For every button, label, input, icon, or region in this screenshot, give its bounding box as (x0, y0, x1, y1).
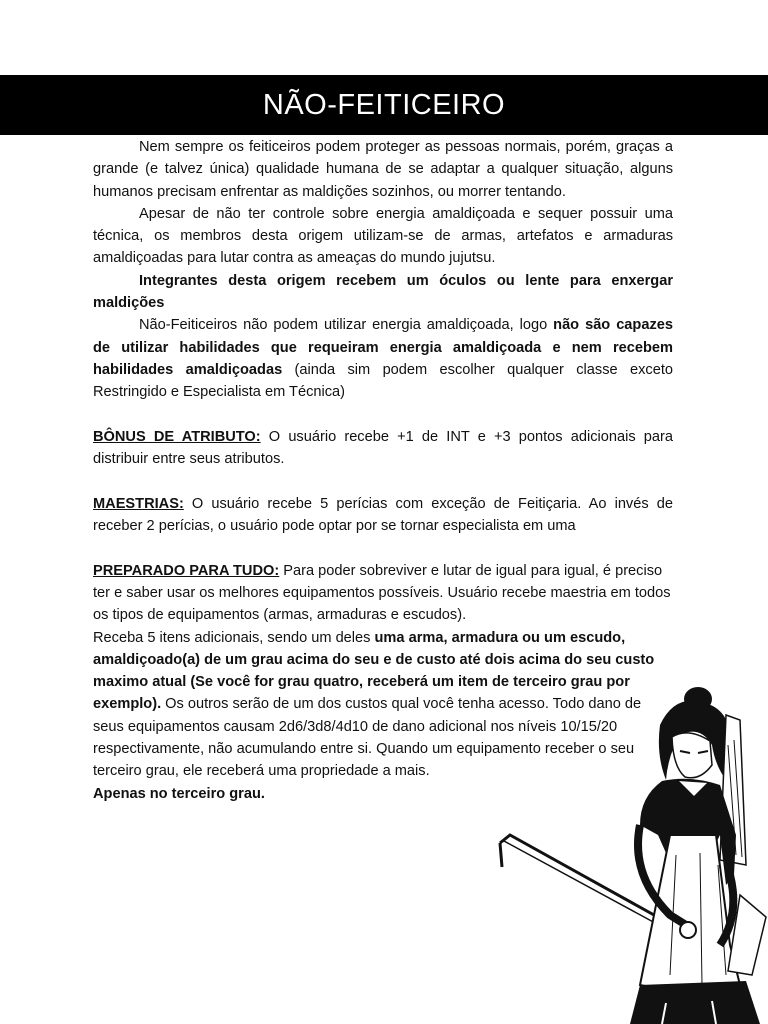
final-note: Apenas no terceiro grau. (93, 785, 265, 802)
preparado-heading: PREPARADO PARA TUDO: (93, 562, 280, 579)
spacer (93, 537, 673, 559)
preparado-text: Para poder sobreviver e lutar de igual para igual, é preciso ter e saber usar os melhores equipamentos possíveis. Usuário recebe maestria em todos os tipos de equipamentos (armas, armaduras e escudos). (93, 562, 671, 624)
intro-paragraph-4 (93, 314, 673, 403)
items-bold: uma arma, armadura ou um escudo, amaldiçoado(a) de um grau acima do seu e de custo até dois acima do seu custo maximo atual (Se você for grau quatro, receberá um item de terceiro grau por exemplo). (93, 629, 655, 713)
p4-bold: não são capazes de utilizar habilidades que requeiram energia amaldiçoada e nem recebem habilidades amaldiçoadas (93, 317, 673, 378)
p4-start: Não-Feiticeiros não podem utilizar energia amaldiçoada, logo (139, 317, 554, 334)
intro-paragraph-3 (93, 270, 673, 315)
bonus-section (93, 426, 673, 471)
maestrias-text: O usuário recebe 5 perícias com exceção de Feitiçaria. Ao invés de receber 2 perícias, o usuário pode optar por se tornar especialista em uma (93, 495, 673, 535)
preparado-section (93, 560, 673, 627)
intro-paragraph-2: Apesar de não ter controle sobre energia amaldiçoada e sequer possuir uma técnica, os membros desta origem utilizam-se de armas, artefatos e armaduras amaldiçoadas para lutar contra as ameaças do mundo jujutsu. (93, 205, 673, 267)
bonus-text: O usuário recebe +1 de INT e +3 pontos adicionais para distribuir entre seus atributos. (93, 428, 673, 468)
page-title: NÃO-FEITICEIRO (262, 88, 506, 121)
bonus-heading: BÔNUS DE ATRIBUTO: (93, 428, 261, 445)
intro-paragraph-1: Nem sempre os feiticeiros podem proteger as pessoas normais, porém, graças a grande (e talvez única) qualidade humana de se adaptar a qualquer situação, alguns humanos precisam enfrentar as maldições sozinhos, ou morrer tentando. (93, 139, 673, 200)
spacer (93, 470, 673, 492)
character-illustration (490, 685, 768, 1024)
title-banner (0, 75, 768, 135)
items-start: Receba 5 itens adicionais, sendo um deles (93, 629, 375, 646)
spacer (93, 404, 673, 426)
p4-end: (ainda sim podem escolher qualquer classe exceto Restringido e Especialista em Técnica) (93, 361, 673, 401)
glasses-rule: Integrantes desta origem recebem um óculos ou lente para enxergar maldições (93, 272, 673, 312)
items-end: Os outros serão de um dos custos qual você tenha acesso. Todo dano de seus equipamentos causam 2d6/3d8/4d10 de dano adicional nos níveis 10/15/20 respectivamente, não acumulando entre si. Quando um equipamento receber o seu terceiro grau, ele receberá uma propriedade a mais. (93, 696, 642, 780)
maestrias-section (93, 493, 673, 538)
maestrias-heading: MAESTRIAS: (93, 495, 184, 512)
